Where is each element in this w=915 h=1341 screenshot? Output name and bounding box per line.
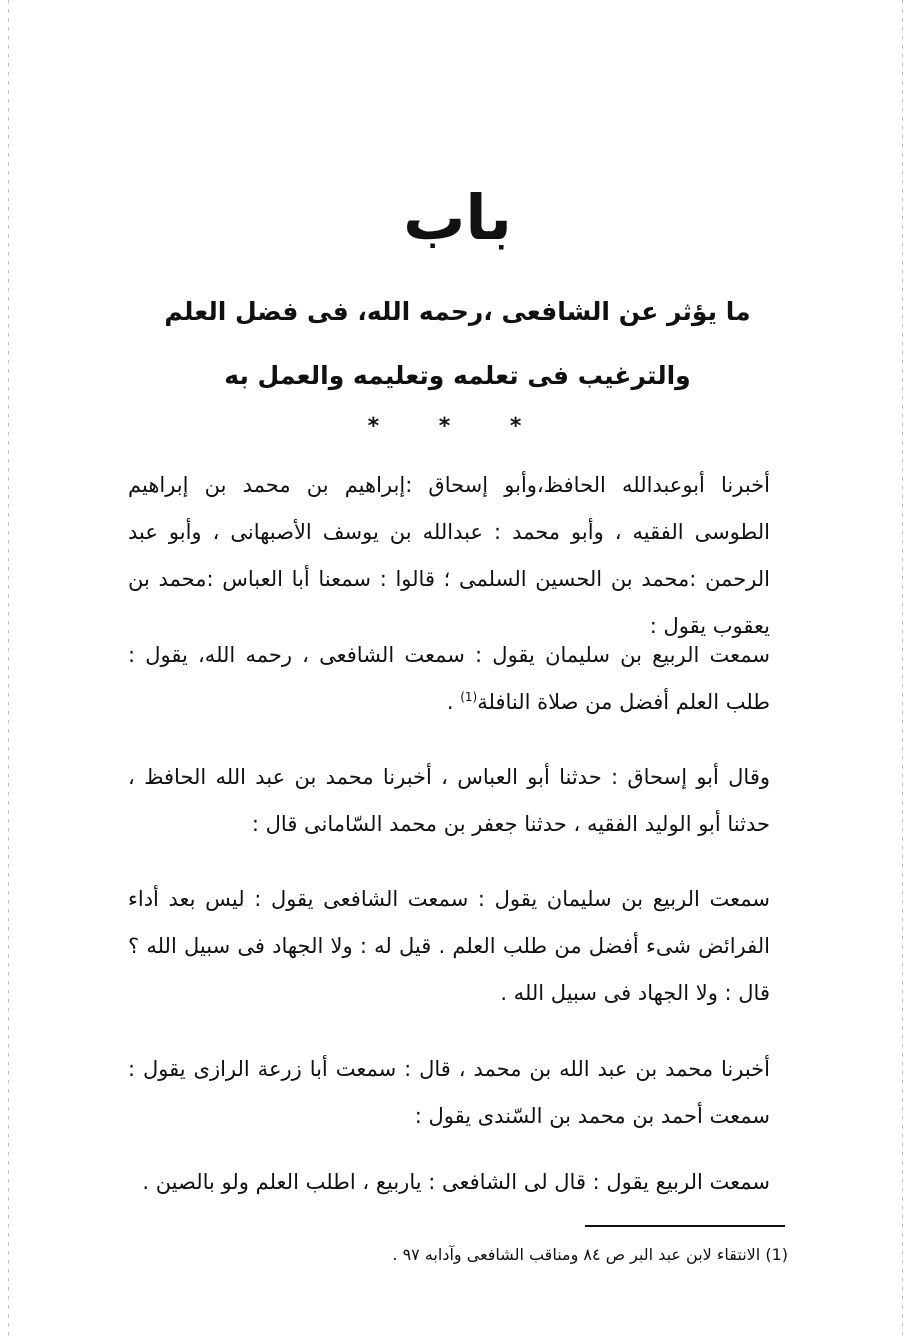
paragraph-quote-1 [128,632,770,726]
footnote-rule [585,1225,785,1227]
paragraph-isnad-1: أخبرنا أبوعبدالله الحافظ،وأبو إسحاق :إبراهيم بن محمد بن إبراهيم الطوسى الفقيه ، وأبو محمد : عبدالله بن يوسف الأصبهانى ، وأبو عبد الرحمن :محمد بن الحسين السلمى ؛ قالوا : سمعنا أبا العباس :محمد بن يعقوب يقول : [128,473,770,638]
paragraph-quote-2: سمعت الربيع بن سليمان يقول : سمعت الشافعى يقول : ليس بعد أداء الفرائض شىء أفضل من طلب العلم . قيل له : ولا الجهاد فى سبيل الله ؟ قال : ولا الجهاد فى سبيل الله . [128,887,770,1005]
chapter-subtitle: ما يؤثر عن الشافعى ،رحمه الله، فى فضل العلم والترغيب فى تعلمه وتعليمه والعمل به [164,297,751,390]
paragraph-isnad-3: أخبرنا محمد بن عبد الله بن محمد ، قال : سمعت أبا زرعة الرازى يقول : سمعت أحمد بن محمد بن السّندى يقول : [128,1057,770,1128]
paragraph-isnad-2: وقال أبو إسحاق : حدثنا أبو العباس ، أخبرنا محمد بن عبد الله الحافظ ، حدثنا أبو الوليد الفقيه ، حدثنا جعفر بن محمد السّامانى قال : [128,765,770,836]
paragraph-quote-3: سمعت الربيع يقول : قال لى الشافعى : ياربيع ، اطلب العلم ولو بالصين . [142,1170,770,1194]
chapter-title: باب [403,181,512,254]
footnote-marker: (1) [460,690,478,704]
section-separator: * * * [367,414,548,439]
paragraph-quote-1-end: . [446,690,461,714]
paragraph-quote-1-text: سمعت الربيع بن سليمان يقول : سمعت الشافعى ، رحمه الله، يقول : طلب العلم أفضل من صلاة النافلة [128,643,770,714]
footnote: (1) الانتقاء لابن عبد البر ص ٨٤ ومناقب الشافعى وآدابه ٩٧ . [392,1245,788,1264]
